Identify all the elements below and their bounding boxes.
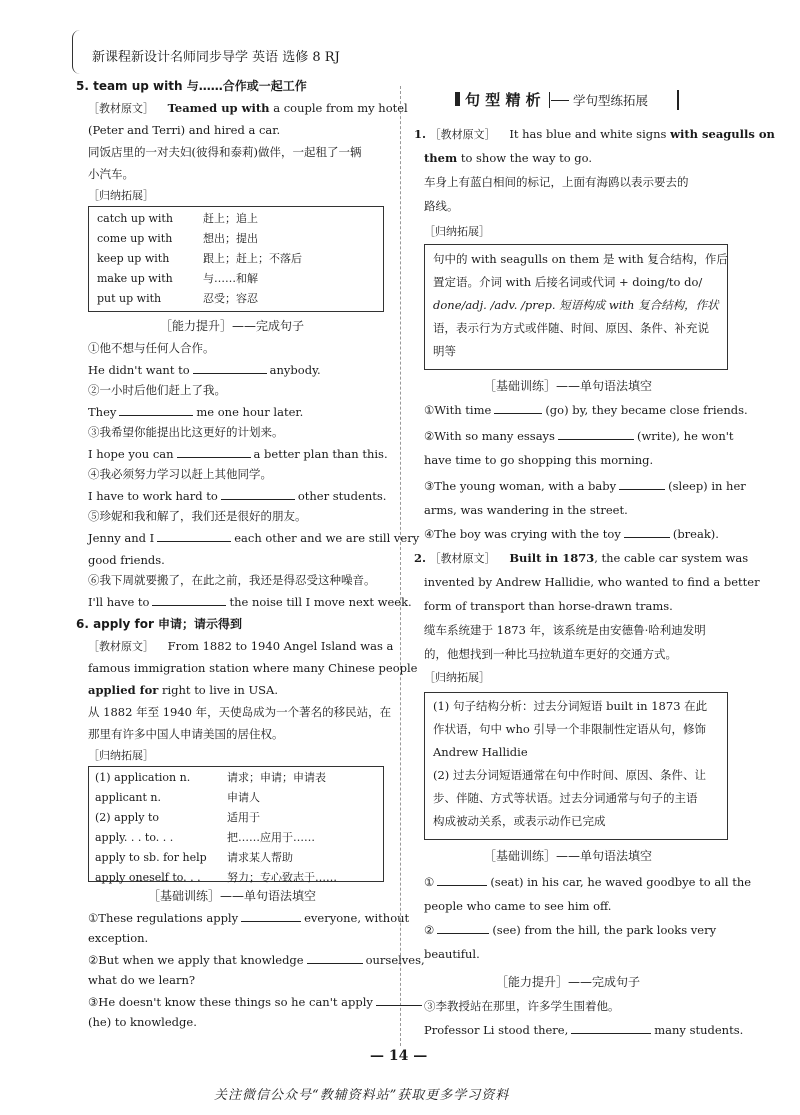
- q4-zh: ④我必须努力学习以赶上其他同学。: [88, 467, 272, 481]
- section-end-bar: [677, 90, 679, 110]
- answer-blank[interactable]: [177, 445, 251, 458]
- table-row: make up with 与……和解: [97, 271, 258, 285]
- s2-q3-en: Professor Li stood there, many students.: [424, 1023, 744, 1037]
- q5-en: Jenny and I each other and we are still very: [88, 531, 420, 545]
- answer-blank[interactable]: [376, 993, 422, 1006]
- original-label: ［教材原文］: [429, 128, 496, 141]
- q1-en: He didn't want to anybody.: [88, 363, 321, 377]
- item5-expand-label: ［归纳拓展］: [88, 189, 154, 202]
- answer-blank[interactable]: [437, 921, 489, 934]
- table-row: (1) application n. 请求；申请；申请表: [95, 770, 326, 784]
- table-row: apply. . . to. . . 把……应用于……: [95, 830, 315, 844]
- s1-expand-label: ［归纳拓展］: [424, 225, 490, 238]
- item6-original-line3: applied for right to live in USA.: [88, 683, 278, 697]
- original-text: From 1882 to 1940 Angel Island was a: [167, 639, 394, 653]
- table-row: apply oneself to. . . 努力；专心致志于……: [95, 870, 337, 884]
- table-row: catch up with 赶上；追上: [97, 211, 258, 225]
- q3-en: I hope you can a better plan than this.: [88, 447, 388, 461]
- answer-blank[interactable]: [494, 401, 542, 414]
- section-title: 句 型 精 析: [465, 91, 541, 109]
- s1-basic-title: ［基础训练］——单句语法填空: [484, 379, 653, 393]
- s1-translation: 车身上有蓝白相间的标记，上面有海鸥以表示要去的: [424, 175, 689, 189]
- page-number: — 14 —: [370, 1048, 428, 1064]
- answer-blank[interactable]: [624, 525, 670, 538]
- s2-original-line3: form of transport than horse-drawn trams.: [424, 599, 673, 613]
- b3-2: (he) to knowledge.: [88, 1015, 197, 1029]
- section-icon: [455, 92, 460, 106]
- s1-q1: ①With time (go) by, they became close friends.: [424, 403, 748, 417]
- s1-q2-2: have time to go shopping this morning.: [424, 453, 654, 467]
- q6-zh: ⑥我下周就要搬了，在此之前，我还是得忍受这种噪音。: [88, 573, 376, 587]
- s2-q3-zh: ③李教授站在那里，许多学生围着他。: [424, 999, 620, 1013]
- s2-expand-label: ［归纳拓展］: [424, 671, 490, 684]
- item5-original-line2: (Peter and Terri) and hired a car.: [88, 123, 281, 137]
- column-divider: [400, 86, 401, 1046]
- answer-blank[interactable]: [437, 873, 487, 886]
- item6-translation: 从 1882 年至 1940 年，天使岛成为一个著名的移民站，在: [88, 705, 392, 719]
- s1-q2: ②With so many essays (write), he won't: [424, 429, 734, 443]
- original-text: a couple from my hotel: [273, 101, 408, 115]
- original-bold: Teamed up with: [167, 101, 270, 115]
- s1-q3-2: arms, was wandering in the street.: [424, 503, 628, 517]
- s2-ability-title: ［能力提升］——完成句子: [496, 975, 641, 989]
- s1-q4: ④The boy was crying with the toy (break).: [424, 527, 719, 541]
- answer-blank[interactable]: [571, 1021, 651, 1034]
- table-row: keep up with 跟上；赶上；不落后: [97, 251, 302, 265]
- s2-translation: 缆车系统建于 1873 年，该系统是由安德鲁·哈利迪发明: [424, 623, 706, 637]
- item6-heading: 6. apply for 申请；请示得到: [76, 617, 243, 631]
- s1-translation-2: 路线。: [424, 199, 459, 213]
- s2-original-line2: invented by Andrew Hallidie, who wanted to find a better: [424, 575, 760, 589]
- q2-zh: ②一小时后他们赶上了我。: [88, 383, 226, 397]
- q1-zh: ①他不想与任何人合作。: [88, 341, 215, 355]
- item5-original: [88, 98, 408, 119]
- section-rule: [551, 100, 569, 101]
- answer-blank[interactable]: [558, 427, 634, 440]
- section-tick: [549, 92, 550, 108]
- q2-en: They me one hour later.: [88, 405, 304, 419]
- original-label: ［教材原文］: [88, 102, 154, 115]
- item6-original: [88, 636, 393, 657]
- q6-en: I'll have to the noise till I move next week.: [88, 595, 412, 609]
- item6-expand-label: ［归纳拓展］: [88, 749, 154, 762]
- footer-note: 关注微信公众号“教辅资料站”获取更多学习资料: [214, 1088, 510, 1103]
- s1-original: 1. ［教材原文］ It has blue and white signs with seagulls on: [414, 127, 775, 141]
- answer-blank[interactable]: [119, 403, 193, 416]
- item6-basic-title: ［基础训练］——单句语法填空: [148, 889, 317, 903]
- original-label: ［教材原文］: [88, 640, 154, 653]
- table-row: (2) apply to 适用于: [95, 810, 260, 824]
- b1: ①These regulations apply everyone, without: [88, 911, 410, 925]
- s2-basic-title: ［基础训练］——单句语法填空: [484, 849, 653, 863]
- table-row: come up with 想出；提出: [97, 231, 258, 245]
- s1-original-line2: them to show the way to go.: [424, 151, 593, 165]
- answer-blank[interactable]: [619, 477, 665, 490]
- s1-expand-box: 句中的 with seagulls on them 是 with 复合结构，作后 置定语。介词 with 后接名词或代词 + doing/to do/ done/adj. /adv. /prep. 短语构成 with 复合结构，作状 语，表示行为方式或伴随、时间、原因、条件、补充说 明等: [424, 244, 728, 370]
- item5-expand-table: [88, 206, 384, 312]
- section-banner: [455, 88, 681, 114]
- q5-zh: ⑤珍妮和我和解了，我们还是很好的朋友。: [88, 509, 307, 523]
- s2-q1: ① (seat) in his car, he waved goodbye to all the: [424, 875, 752, 889]
- s2-original: 2. ［教材原文］ Built in 1873, the cable car system was: [414, 551, 749, 565]
- q4-en: I have to work hard to other students.: [88, 489, 387, 503]
- s2-expand-box: (1) 句子结构分析：过去分词短语 built in 1873 在此 作状语，句中 who 引导一个非限制性定语从句，修饰 Andrew Hallidie (2) 过去分词短语通常在句中作时间、原因、条件、让 步、伴随、方式等状语。过去分词通常与句子的主语 构成被动关系，或表示动作已完成: [424, 692, 728, 840]
- s2-translation-2: 的，他想找到一种比马拉轨道车更好的交通方式。: [424, 647, 677, 661]
- item6-original-line2: famous immigration station where many Chinese people: [88, 661, 418, 675]
- answer-blank[interactable]: [193, 361, 267, 374]
- s1-q3: ③The young woman, with a baby (sleep) in her: [424, 479, 746, 493]
- s2-q2-2: beautiful.: [424, 947, 480, 961]
- item6-expand-table: [88, 766, 384, 882]
- b1-2: exception.: [88, 931, 149, 945]
- item5-translation: 同饭店里的一对夫妇(彼得和泰莉)做伴，一起租了一辆: [88, 145, 362, 159]
- item5-heading: 5. team up with 与……合作或一起工作: [76, 79, 307, 93]
- answer-blank[interactable]: [152, 593, 226, 606]
- original-label: ［教材原文］: [429, 552, 496, 565]
- table-row: apply to sb. for help 请求某人帮助: [95, 850, 293, 864]
- b3: ③He doesn't know these things so he can't apply: [88, 992, 425, 1012]
- s2-q1-2: people who came to see him off.: [424, 899, 612, 913]
- b2: ②But when we apply that knowledge ourselves,: [88, 953, 425, 967]
- q5-en-2: good friends.: [88, 553, 165, 567]
- b2-2: what do we learn?: [88, 973, 196, 987]
- answer-blank[interactable]: [221, 487, 295, 500]
- header-title: 新课程新设计名师同步导学 英语 选修 8 RJ: [92, 50, 340, 65]
- q3-zh: ③我希望你能提出比这更好的计划来。: [88, 425, 284, 439]
- answer-blank[interactable]: [157, 529, 231, 542]
- table-row: applicant n. 申请人: [95, 790, 260, 804]
- section-subtitle: 学句型练拓展: [573, 93, 649, 108]
- item5-translation-2: 小汽车。: [88, 167, 134, 181]
- answer-blank[interactable]: [241, 909, 301, 922]
- item6-translation-2: 那里有许多中国人申请美国的居住权。: [88, 727, 284, 741]
- table-row: put up with 忍受；容忍: [97, 291, 258, 305]
- item5-ability-title: ［能力提升］——完成句子: [160, 319, 305, 333]
- header-bracket: [72, 30, 81, 74]
- s2-q2: ② (see) from the hill, the park looks very: [424, 923, 717, 937]
- answer-blank[interactable]: [307, 951, 363, 964]
